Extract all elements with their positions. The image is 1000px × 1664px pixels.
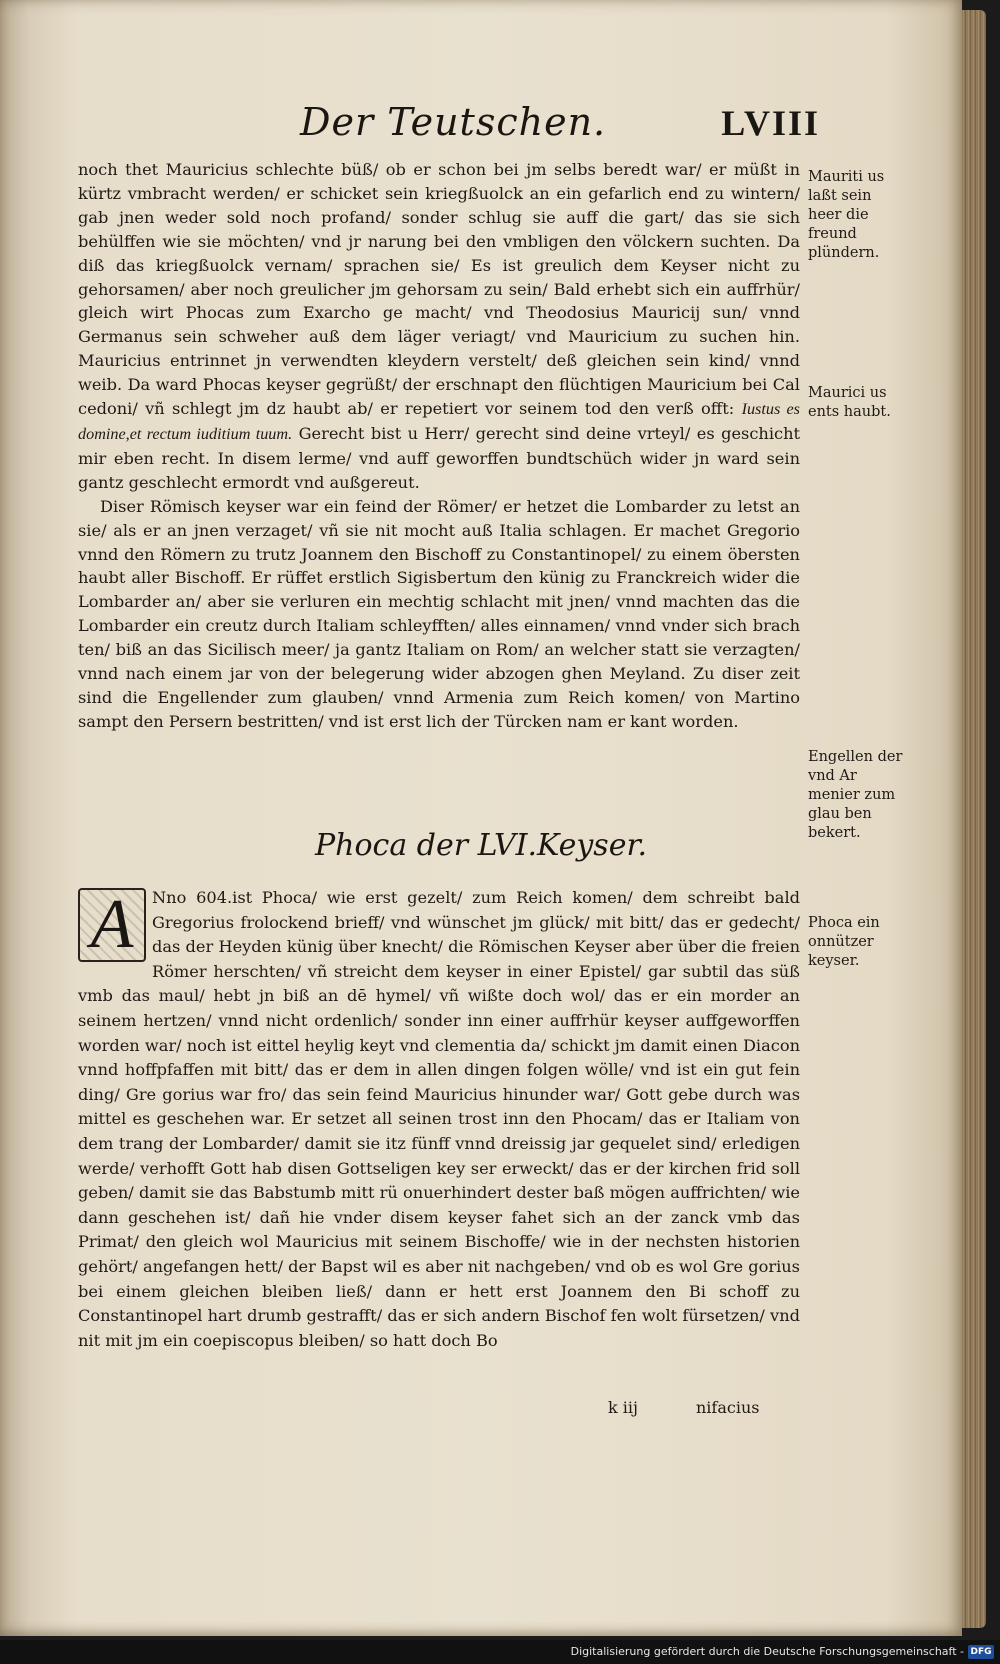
signature-mark: k iij bbox=[608, 1398, 638, 1417]
paragraph-mauricius bbox=[78, 158, 800, 495]
catchword: nifacius bbox=[696, 1398, 760, 1417]
marginal-note: Engellen der vnd Ar menier zum glau ben bekert. bbox=[808, 749, 903, 841]
page-edges bbox=[962, 10, 986, 1628]
paragraph-text: Gerecht bist u Herr/ gerecht sind deine vrteyl/ es geschicht mir eben recht. In disem lerme/ vnd auff geworffen bundtschüch wider jn ward sein gantz geschlecht ermordt vnd außgereut. bbox=[78, 423, 800, 492]
dfg-logo: DFG bbox=[968, 1645, 994, 1659]
marginal-note: Phoca ein onnützer keyser. bbox=[808, 915, 880, 969]
paragraph-text: noch thet Mauricius schlechte büß/ ob er schon bei jm selbs beredt war/ er müßt in kürtz vmbracht werden/ er schicket sein kriegßuolck an ein gefarlich end zu wintern/ gab jnen weder sold noch profand/ sonder schlug sie auff die gart/ das sie sich behülffen wie sie möchten/ vnd jr narung bei den vmbligen den völckern suchten. Da diß das kriegßuolck vernam/ sprachen sie/ Es ist greulich dem Keyser nicht zu gehorsamen/ aber noch greulicher jm gehorsam zu sein/ Bald erhebt sich ein auffrhür/ gleich wirt Phocas zum Exarcho ge macht/ vnd Theodosius Mauricij sun/ vnnd Germanus sein schweher auß dem läger veriagt/ vnd Mauricium zu suchen hin. Mauricius entrinnet jn verwendten kleydern verstelt/ deß gleichen sein kind/ vnnd weib. Da ward Phocas keyser gegrüßt/ der erschnapt den flüchtigen Mauricium bei Cal cedoni/ vñ schlegt jm dz haubt ab/ er repetiert vor seinem tod den verß offt: bbox=[78, 160, 800, 419]
folio-number: LVIII bbox=[721, 103, 820, 143]
running-head-title: Der Teutschen. bbox=[300, 100, 607, 144]
digitization-footer bbox=[0, 1640, 1000, 1664]
paragraph-phoca: Nno 604.ist Phoca/ wie erst gezelt/ zum Reich komen/ dem schreibt bald Gregorius frolockend brieff/ vnd wünschet jm glück/ mit bitt/ das er gedecht/ das der Heyden künig über knecht/ die Römischen Keyser aber über die freien Römer herschten/ vñ streicht dem keyser in einer Epistel/ gar subtil das süß vmb das maul/ hebt jn biß an dē hymel/ vñ wißte doch wol/ das er ein morder an seinem hertzen/ vnnd nicht ordenlich/ sonder inn einer auffrhür keyser auffgeworffen worden war/ noch ist eittel heylig keyt vnd clementia da/ schickt jm damit einen Diacon vnnd hoffpfaffen mit bitt/ das er dem in allen dingen folgen wölle/ vnd ist ein gut fein ding/ Gre gorius war fro/ das sein feind Mauricius hinunder war/ Gott gebe durch was mittel es geschehen war. Er setzet all seinen trost inn den Phocam/ das er Italiam von dem trang der Lombarder/ damit sie itz fünff vnnd dreissig jar gequelet sind/ erledigen werde/ verhofft Gott hab disen Gottseligen key ser erweckt/ das er der kirchen frid soll geben/ damit sie das Babstumb mitt rü onuerhindert dester baß mögen auffrichten/ wie dann geschehen ist/ dañ hie vnder disem keyser fahet sich an der zanck vmb das Primat/ den gleich wol Mauricius mit seinem Bischoffe/ wie in der nechsten historien gehört/ angefangen hett/ der Bapst wil es aber nit nachgeben/ vnd ob es wol Gre gorius bei einem gleichen bleiben ließ/ dann er hett erst Joannem den Bi schoff zu Constantinopel hart drumb gestrafft/ das er sich andern Bischof fen wolt fürsetzen/ vnd nit mit jm ein coepiscopus bleiben/ so hatt doch Bo bbox=[78, 888, 800, 1350]
paragraph-roman-emperor: Diser Römisch keyser war ein feind der Römer/ er hetzet die Lombarder zu letst an sie/ als er an jnen verzaget/ vñ sie nit mocht auß Italia schlagen. Er machet Gregorio vnnd den Römern zu trutz Joannem den Bischoff zu Constantinopel/ zu einem öbersten haubt aller Bischoff. Er rüffet erstlich Sigisbertum den künig zu Franckreich wider die Lombarder an/ aber sie verluren ein mechtig schlacht mit jnen/ vnnd machten das die Lombarder ein creutz durch Italiam schleyfften/ alles einnamen/ vnnd vnder sich brach ten/ biß an das Sicilisch meer/ ja gantz Italiam on Rom/ an welcher statt sie verzagten/ vnnd nach einem jar von der belegerung wider abzogen ghen Meyland. Zu diser zeit sind die Engellender zum glauben/ vnnd Armenia zum Reich komen/ von Martino sampt den Persern bestritten/ vnd ist erst lich der Türcken nam er kant worden. bbox=[78, 496, 800, 731]
section-text-block bbox=[78, 886, 800, 1353]
drop-cap-initial: A bbox=[78, 888, 146, 962]
running-head bbox=[300, 100, 820, 160]
section-heading: Phoca der LVI.Keyser. bbox=[314, 828, 648, 863]
latin-quote: Iustus es domine,et rectum iuditium tuum. bbox=[78, 400, 800, 443]
footer-credit: Digitalisierung gefördert durch die Deutsche Forschungsgemeinschaft - bbox=[570, 1645, 964, 1658]
main-text-block bbox=[78, 158, 800, 734]
marginal-note: Maurici us ents haubt. bbox=[808, 385, 891, 420]
marginal-note: Mauriti us laßt sein heer die freund plündern. bbox=[808, 169, 885, 261]
